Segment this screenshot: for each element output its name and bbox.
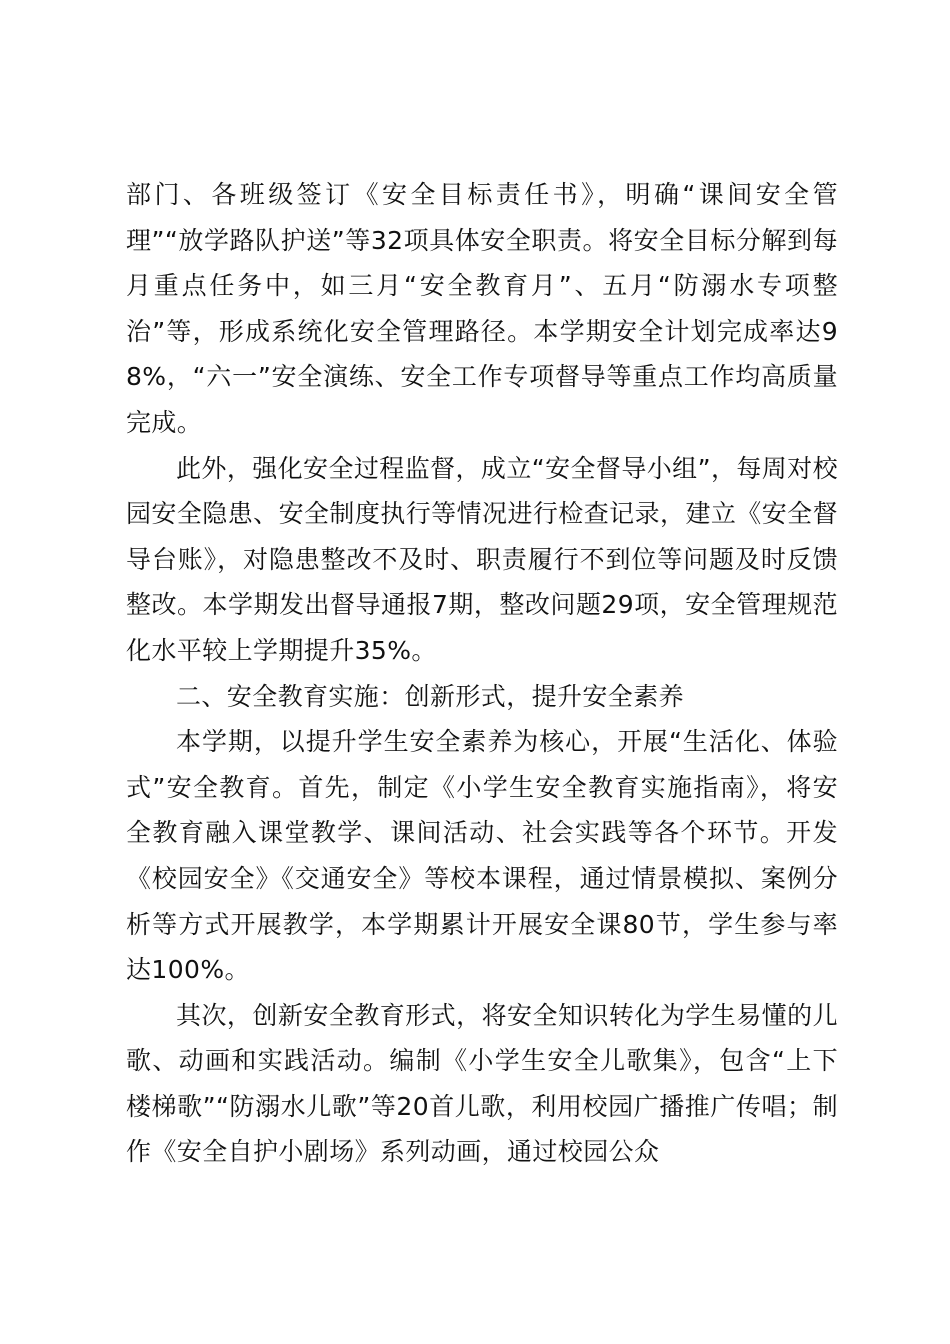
paragraph-supervision: 此外，强化安全过程监督，成立“安全督导小组”，每周对校园安全隐患、安全制度执行等情况进行检查记录，建立《安全督导台账》，对隐患整改不及时、职责履行不到位等问题及时反馈整改。本学期发出督导通报7期，整改问题29项，安全管理规范化水平较上学期提升35%。 — [126, 453, 838, 665]
document-body — [126, 172, 838, 1175]
section-heading: 二、安全教育实施：创新形式，提升安全素养 — [176, 681, 685, 711]
paragraph-education: 本学期，以提升学生安全素养为核心，开展“生活化、体验式”安全教育。首先，制定《小学生安全教育实施指南》，将安全教育融入课堂教学、课间活动、社会实践等各个环节。开发《校园安全》《交通安全》等校本课程，通过情景模拟、案例分析等方式开展教学，本学期累计开展安全课80节，学生参与率达100%。 — [126, 727, 838, 985]
paragraph-innovation: 其次，创新安全教育形式，将安全知识转化为学生易懂的儿歌、动画和实践活动。编制《小学生安全儿歌集》，包含“上下楼梯歌”“防溺水儿歌”等20首儿歌，利用校园广播推广传唱；制作《安全自护小剧场》系列动画，通过校园公众 — [126, 1000, 838, 1167]
paragraph-continuation: 部门、各班级签订《安全目标责任书》，明确“课间安全管理”“放学路队护送”等32项具体安全职责。将安全目标分解到每月重点任务中，如三月“安全教育月”、五月“防溺水专项整治”等，形成系统化安全管理路径。本学期安全计划完成率达98%，“六一”安全演练、安全工作专项督导等重点工作均高质量完成。 — [126, 180, 838, 437]
